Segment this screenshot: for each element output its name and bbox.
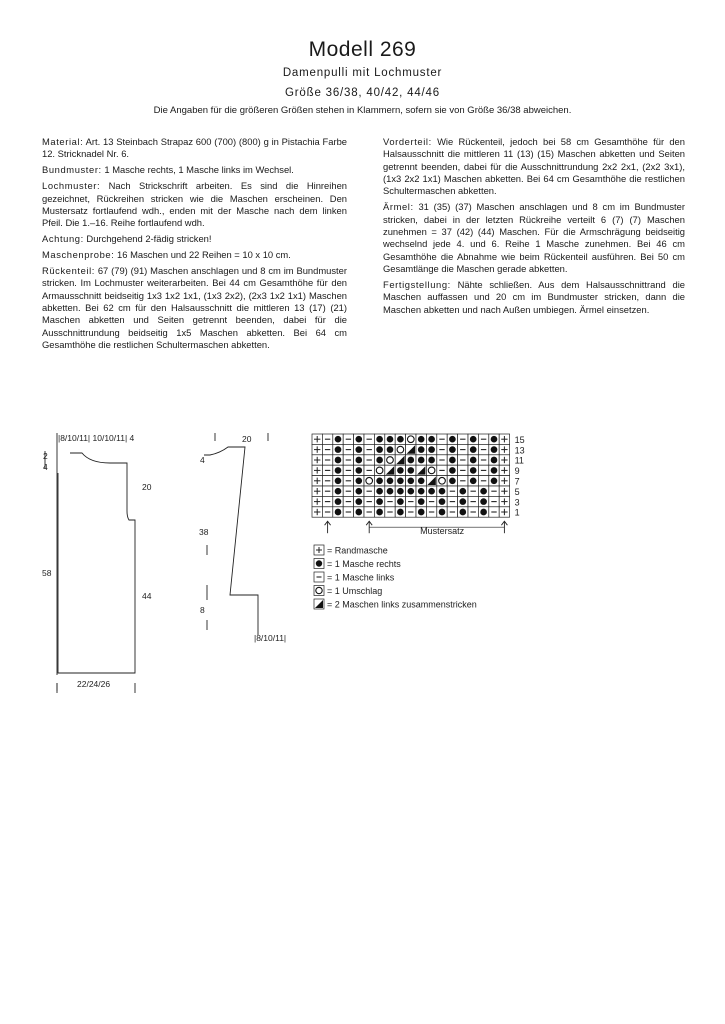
chart-cell: [354, 476, 364, 486]
chart-cell: [437, 486, 447, 496]
chart-cell: [395, 507, 405, 517]
bundmuster-label: Bundmuster:: [42, 164, 102, 176]
chart-cell: [478, 476, 488, 486]
chart-cell: [489, 496, 499, 506]
legend-text: = Randmasche: [327, 545, 388, 556]
body-width: 22/24/26: [77, 679, 111, 689]
chart-cell: [426, 434, 436, 444]
sleeve-schematic: [190, 425, 300, 655]
chart-cell: [468, 434, 478, 444]
chart-cell: [354, 507, 364, 517]
body-total-height: 58: [42, 568, 52, 578]
chart-cell: [499, 434, 509, 444]
chart-cell: [499, 455, 509, 465]
chart-cell: [374, 444, 384, 454]
chart-cell: [447, 444, 457, 454]
material-label: Material:: [42, 136, 84, 147]
chart-cell: [322, 465, 332, 475]
body-neck-b: 4: [43, 462, 48, 472]
chart-cell: [478, 507, 488, 517]
sleeve-slope-height: 38: [199, 527, 209, 537]
chart-cell: [374, 455, 384, 465]
chart-cell: [385, 455, 395, 465]
chart-row-number: 13: [514, 445, 525, 456]
page-subtitle: Damenpulli mit Lochmuster: [282, 67, 443, 79]
chart-cell: [426, 496, 436, 506]
aermel-text: 31 (35) (37) Maschen anschlagen und 8 cm im Bundmuster stricken, dabei in der letzten Rückreihe verteilt 6 (7) (7) Maschen zunehmen = 37 (42) (44) Maschen. Für die Armschrägung beidseitig wechselnd jede 4. und 6. Reihe 1 Masche zunehmen. Bei 46 cm Gesamthöhe die Abnahme wie beim Rückenteil ausführen. Bei 50 cm Gesamtlänge die Maschen gerade abketten.: [383, 201, 685, 275]
material-text: Art. 13 Steinbach Strapaz 600 (700) (800) g in Pistachia Farbe 12. Stricknadel Nr. 6.: [42, 136, 347, 160]
sleeve-cuff-height: 8: [200, 605, 205, 615]
chart-cell: [437, 496, 447, 506]
chart-cell: [447, 434, 457, 444]
chart-cell: [322, 507, 332, 517]
chart-cell: [489, 476, 499, 486]
chart-cell: [468, 496, 478, 506]
chart-cell: [437, 434, 447, 444]
size-note: Die Angaben für die größeren Größen stehen in Klammern, sofern sie von Größe 36/38 abweichen.: [153, 105, 572, 116]
chart-cell: [333, 434, 343, 444]
chart-cell: [385, 496, 395, 506]
vorderteil-label: Vorderteil:: [383, 136, 432, 147]
chart-cell: [312, 455, 322, 465]
chart-cell: [416, 496, 426, 506]
chart-cell: [458, 507, 468, 517]
chart-cell: [312, 507, 322, 517]
chart-cell: [354, 486, 364, 496]
chart-cell: [499, 444, 509, 454]
chart-cell: [458, 486, 468, 496]
maschenprobe-paragraph: [42, 249, 347, 261]
chart-cell: [499, 476, 509, 486]
chart-cell: [406, 486, 416, 496]
chart-cell: [322, 496, 332, 506]
chart-cell: [458, 455, 468, 465]
chart-cell: [426, 444, 436, 454]
legend-text: = 1 Umschlag: [327, 586, 383, 596]
chart-cell: [499, 496, 509, 506]
chart-cell: [416, 434, 426, 444]
chart-cell: [426, 455, 436, 465]
chart-legend: [310, 543, 540, 618]
chart-cell: [416, 455, 426, 465]
body-neck-a: 2: [43, 451, 48, 461]
chart-cell: [447, 486, 457, 496]
chart-cell: [478, 496, 488, 506]
chart-cell: [468, 465, 478, 475]
chart-cell: [395, 496, 405, 506]
lochmuster-label: Lochmuster:: [42, 180, 101, 192]
chart-cell: [426, 507, 436, 517]
vorderteil-text: Wie Rückenteil, jedoch bei 58 cm Gesamthöhe für den Halsausschnitt die mittleren 11 (13) (15) Maschen abketten und Seiten getrennt beenden, dabei für die Ausschnittrundung 2x2 2x1, (2x2 3x1), (1x3 2x2 1x1) Maschen abketten. Bei 64 cm Gesamthöhe die restlichen Schultermaschen abketten.: [383, 136, 685, 197]
chart-cell: [406, 455, 416, 465]
chart-cell: [406, 465, 416, 475]
maschenprobe-label: Maschenprobe:: [42, 249, 115, 261]
chart-cell: [312, 476, 322, 486]
page-title: Modell 269: [308, 38, 417, 61]
chart-cell: [478, 455, 488, 465]
chart-cell: [437, 476, 447, 486]
chart-cell: [395, 444, 405, 454]
chart-cell: [489, 486, 499, 496]
chart-cell: [437, 507, 447, 517]
chart-cell: [333, 507, 343, 517]
size-line: Größe 36/38, 40/42, 44/46: [285, 87, 440, 99]
chart-row-number: 7: [514, 476, 520, 487]
chart-cell: [499, 465, 509, 475]
chart-cell: [426, 465, 436, 475]
rueckenteil-text: 67 (79) (91) Maschen anschlagen und 8 cm im Bundmuster stricken. Im Lochmuster weiterarbeiten. Bei 44 cm Gesamthöhe für den Armausschnitt beidseitig 1x3 1x2 1x1, (1x3 2x2), (2x3 1x2 1x1) Maschen abketten. Bei 62 cm für den Halsausschnitt die mittleren 13 (17) (21) Maschen abketten und Seiten getrennt beenden, dabei für die Ausschnittrundung beidseitig 1x5 Maschen abketten. Bei 64 cm Gesamthöhe die restlichen Schultermaschen abketten.: [42, 265, 347, 351]
chart-cell: [426, 486, 436, 496]
legend-text: = 2 Maschen links zusammenstricken: [327, 599, 477, 610]
chart-row-number: 1: [514, 507, 520, 518]
chart-cell: [489, 507, 499, 517]
chart-cell: [416, 486, 426, 496]
chart-cell: [447, 476, 457, 486]
chart-cell: [343, 507, 353, 517]
chart-cell: [354, 496, 364, 506]
chart-cell: [458, 476, 468, 486]
chart-cell: [374, 496, 384, 506]
chart-cell: [489, 434, 499, 444]
aermel-label: Ärmel:: [383, 201, 414, 213]
rueckenteil-paragraph: [42, 265, 347, 351]
chart-cell: [354, 444, 364, 454]
chart-cell: [385, 434, 395, 444]
chart-cell: [489, 455, 499, 465]
chart-cell: [354, 465, 364, 475]
chart-cell: [312, 486, 322, 496]
chart-cell: [374, 476, 384, 486]
chart-cell: [478, 444, 488, 454]
chart-cell: [406, 496, 416, 506]
vorderteil-paragraph: [383, 136, 685, 198]
chart-row-number: 9: [514, 466, 520, 477]
chart-cell: [343, 455, 353, 465]
chart-cell: [333, 465, 343, 475]
chart-cell: [499, 507, 509, 517]
sleeve-bottom-width: |8/10/11|: [254, 633, 287, 643]
chart-cell: [395, 476, 405, 486]
chart-cell: [312, 444, 322, 454]
plus-box-icon: [314, 545, 324, 555]
chart-cell: [395, 465, 405, 475]
fertigstellung-label: Fertigstellung:: [383, 278, 451, 290]
chart-cell: [468, 507, 478, 517]
triangle-icon: [314, 599, 324, 609]
instructions-left-column: [42, 136, 347, 355]
maschenprobe-text: 16 Maschen und 22 Reihen = 10 x 10 cm.: [114, 249, 291, 261]
chart-cell: [416, 465, 426, 475]
bundmuster-text: 1 Masche rechts, 1 Masche links im Wechsel.: [101, 164, 294, 176]
chart-cell: [333, 486, 343, 496]
chart-cell: [322, 486, 332, 496]
chart-cell: [322, 444, 332, 454]
chart-cell: [416, 507, 426, 517]
chart-cell: [374, 465, 384, 475]
chart-cell: [364, 507, 374, 517]
chart-cell: [489, 465, 499, 475]
chart-cell: [333, 455, 343, 465]
dash-box-icon: [314, 572, 324, 582]
chart-cell: [437, 444, 447, 454]
chart-cell: [426, 476, 436, 486]
chart-cell: [364, 465, 374, 475]
chart-cell: [312, 434, 322, 444]
instructions-right-column: [383, 136, 685, 320]
chart-cell: [364, 476, 374, 486]
chart-cell: [447, 496, 457, 506]
chart-cell: [478, 434, 488, 444]
chart-cell: [395, 455, 405, 465]
chart-cell: [406, 507, 416, 517]
chart-cell: [364, 496, 374, 506]
filled-circle-icon: [314, 559, 324, 569]
chart-cell: [312, 496, 322, 506]
chart-cell: [374, 486, 384, 496]
chart-cell: [385, 486, 395, 496]
chart-cell: [447, 455, 457, 465]
aermel-paragraph: [383, 201, 685, 275]
bundmuster-paragraph: [42, 164, 347, 176]
chart-cell: [364, 455, 374, 465]
chart-cell: [333, 496, 343, 506]
chart-cell: [489, 444, 499, 454]
chart-cell: [468, 455, 478, 465]
chart-cell: [406, 434, 416, 444]
chart-cell: [416, 444, 426, 454]
chart-cell: [458, 434, 468, 444]
chart-cell: [322, 434, 332, 444]
chart-cell: [437, 455, 447, 465]
chart-cell: [312, 465, 322, 475]
achtung-text: Durchgehend 2-fädig stricken!: [83, 233, 212, 245]
sleeve-cap-height: 4: [200, 455, 205, 465]
chart-cell: [478, 486, 488, 496]
chart-cell: [406, 476, 416, 486]
chart-cell: [458, 465, 468, 475]
chart-cell: [416, 476, 426, 486]
chart-cell: [343, 486, 353, 496]
chart-cell: [364, 486, 374, 496]
repeat-label: Mustersatz: [420, 526, 465, 537]
chart-cell: [343, 476, 353, 486]
body-armhole: 20: [142, 482, 152, 492]
chart-cell: [468, 486, 478, 496]
chart-cell: [364, 444, 374, 454]
chart-cell: [343, 496, 353, 506]
lochmuster-text: Nach Strickschrift arbeiten. Es sind die Hinreihen gezeichnet, Rückreihen stricken wie die Maschen erscheinen. Den Mustersatz fortlaufend wdh., enden mit der Masche nach dem linken Pfeil. Die 1.–16. Reihe fortlaufend wdh.: [42, 180, 347, 229]
chart-cell: [343, 434, 353, 444]
chart-cell: [322, 455, 332, 465]
rueckenteil-label: Rückenteil:: [42, 265, 95, 277]
chart-cell: [385, 444, 395, 454]
chart-cell: [395, 486, 405, 496]
chart-cell: [343, 444, 353, 454]
chart-cell: [458, 496, 468, 506]
chart-cell: [333, 476, 343, 486]
material-paragraph: [42, 136, 347, 161]
chart-cell: [385, 476, 395, 486]
lochmuster-paragraph: [42, 180, 347, 229]
chart-cell: [447, 507, 457, 517]
chart-cell: [385, 465, 395, 475]
chart-cell: [343, 465, 353, 475]
chart-cell: [374, 507, 384, 517]
chart-cell: [437, 465, 447, 475]
chart-cell: [333, 444, 343, 454]
chart-row-number: 15: [514, 434, 525, 445]
body-lower-height: 44: [142, 591, 152, 601]
chart-cell: [447, 465, 457, 475]
chart-cell: [478, 465, 488, 475]
body-schematic: [30, 425, 160, 695]
chart-cell: [406, 444, 416, 454]
open-circle-icon: [314, 586, 324, 596]
chart-cell: [395, 434, 405, 444]
chart-cell: [354, 434, 364, 444]
chart-row-number: 5: [514, 486, 520, 497]
chart-cell: [468, 476, 478, 486]
chart-cell: [385, 507, 395, 517]
legend-text: = 1 Masche links: [327, 572, 395, 583]
fertigstellung-paragraph: [383, 279, 685, 316]
chart-cell: [458, 444, 468, 454]
achtung-paragraph: [42, 233, 347, 245]
legend-text: = 1 Masche rechts: [327, 559, 401, 569]
chart-cell: [468, 444, 478, 454]
achtung-label: Achtung:: [42, 233, 84, 245]
body-top-label: |8/10/11| 10/10/11| 4: [58, 433, 135, 443]
sleeve-top-width: 20: [242, 434, 252, 444]
fertigstellung-text: Nähte schließen. Aus dem Halsausschnittrand die Maschen auffassen und 20 cm im Bundmuster stricken, dann die Maschen abketten und nach Außen umbiegen. Ärmel einsetzen.: [383, 278, 685, 315]
chart-row-number: 3: [514, 497, 520, 508]
chart-cell: [322, 476, 332, 486]
chart-cell: [354, 455, 364, 465]
knitting-chart: [310, 430, 540, 545]
chart-cell: [374, 434, 384, 444]
chart-cell: [364, 434, 374, 444]
chart-cell: [499, 486, 509, 496]
chart-row-number: 11: [514, 455, 524, 466]
